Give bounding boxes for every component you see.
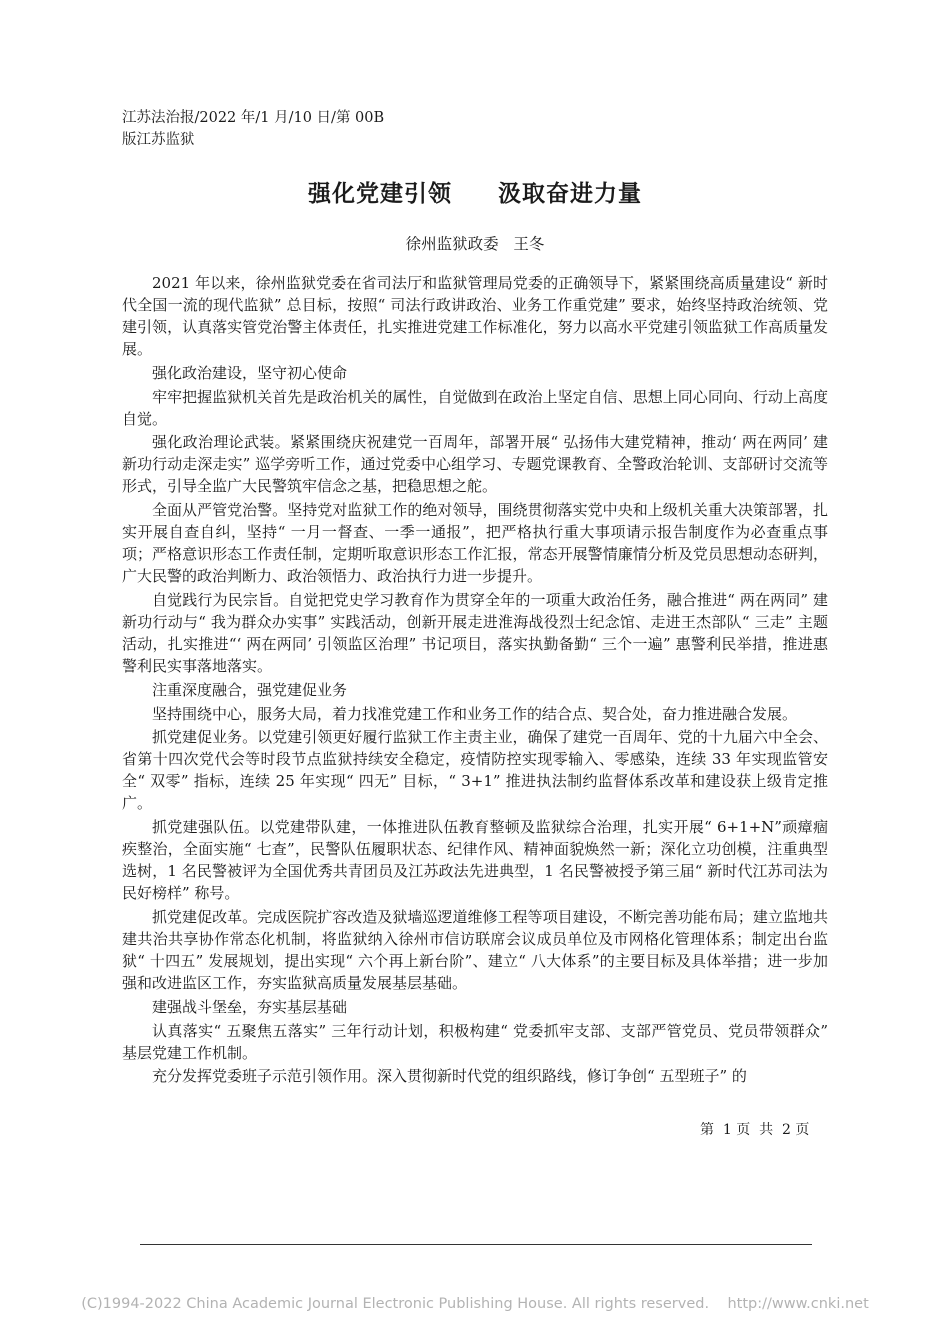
article-body: [122, 272, 828, 1089]
paragraph: 认真落实“ 五聚焦五落实” 三年行动计划，积极构建“ 党委抓牢支部、支部严管党员、党员带领群众” 基层党建工作机制。: [122, 1021, 828, 1062]
paragraph: 自觉践行为民宗旨。自觉把党史学习教育作为贯穿全年的一项重大政治任务，融合推进“ 两在两同” 建新功行动与“ 我为群众办实事” 实践活动，创新开展走进淮海战役烈士纪念馆、走进王杰部队“ 三走” 主题活动，扎实推进“‘ 两在两同’ 引领监区治理” 书记项目，落实执勤备勤“ 三个一遍” 惠警利民举措，推进惠警利民实事落地落实。: [122, 590, 828, 675]
paragraph: 抓党建促改革。完成医院扩容改造及狱墙巡逻道维修工程等项目建设，不断完善功能布局；建立监地共建共治共享协作常态化机制，将监狱纳入徐州市信访联席会议成员单位及市网格化管理体系；制定出台监狱“ 十四五” 发展规划，提出实现“ 六个再上新台阶”、建立“ 八大体系”的主要目标及具体举措；进一步加强和改进监区工作，夯实监狱高质量发展基层基础。: [122, 907, 828, 992]
section-heading-3: 建强战斗堡垒，夯实基层基础: [152, 997, 348, 1016]
section-heading-1: 强化政治建设，坚守初心使命: [152, 363, 348, 382]
source-info: [122, 107, 422, 151]
paragraph: 牢牢把握监狱机关首先是政治机关的属性，自觉做到在政治上坚定自信、思想上同心同向、行动上高度自觉。: [122, 387, 828, 428]
copyright-notice: (C)1994-2022 China Academic Journal Electronic Publishing House. All rights reserved. http://www.cnki.net: [81, 1296, 869, 1312]
article-title: 强化党建引领 汲取奋进力量: [307, 181, 642, 207]
paragraph: 抓党建促业务。以党建引领更好履行监狱工作主责主业，确保了建党一百周年、党的十九届六中全会、省第十四次党代会等时段节点监狱持续安全稳定，疫情防控实现零输入、零感染，连续 33 年实现监管安全“ 双零” 指标，连续 25 年实现“ 四无” 目标，“ 3+1” 推进执法制约监督体系改革和建设获上级肯定推广。: [122, 728, 828, 813]
source-line-1: 江苏法治报/2022 年/1 月/10 日/第 00B: [122, 110, 385, 126]
paragraph: 充分发挥党委班子示范引领作用。深入贯彻新时代党的组织路线，修订争创“ 五型班子” 的: [152, 1067, 747, 1086]
footer-divider: [140, 1244, 812, 1245]
article-author: 徐州监狱政委 王冬: [405, 235, 545, 253]
paragraph: 抓党建强队伍。以党建带队建，一体推进队伍教育整顿及监狱综合治理，扎实开展“ 6+1+N”顽瘴痼疾整治，全面实施“ 七查”，民警队伍履职状态、纪律作风、精神面貌焕然一新；深化立功创模，注重典型选树，1 名民警被评为全国优秀共青团员及江苏政法先进典型，1 名民警被授予第三届“ 新时代江苏司法为民好榜样” 称号。: [122, 818, 828, 903]
page-number: 第 1 页 共 2 页: [700, 1122, 810, 1138]
paragraph: 强化政治理论武装。紧紧围绕庆祝建党一百周年，部署开展“ 弘扬伟大建党精神，推动‘ 两在两同’ 建新功行动走深走实” 巡学旁听工作，通过党委中心组学习、专题党课教育、全警政治轮训、支部研讨交流等形式，引导全监广大民警筑牢信念之基，把稳思想之舵。: [122, 433, 828, 496]
paragraph: 坚持围绕中心，服务大局，着力找准党建工作和业务工作的结合点、契合处，奋力推进融合发展。: [152, 704, 798, 723]
section-heading-2: 注重深度融合，强党建促业务: [152, 680, 348, 699]
paragraph-intro: 2021 年以来，徐州监狱党委在省司法厅和监狱管理局党委的正确领导下，紧紧围绕高质量建设“ 新时代全国一流的现代监狱” 总目标，按照“ 司法行政讲政治、业务工作重党建” 要求，始终坚持政治统领、党建引领，认真落实管党治警主体责任，扎实推进党建工作标准化，努力以高水平党建引领监狱工作高质量发展。: [122, 274, 828, 358]
source-line-2: 版江苏监狱: [122, 132, 195, 148]
paragraph: 全面从严管党治警。坚持党对监狱工作的绝对领导，围绕贯彻落实党中央和上级机关重大决策部署，扎实开展自查自纠，坚持“ 一月一督查、一季一通报”，把严格执行重大事项请示报告制度作为必查重点事项；严格意识形态工作责任制，定期听取意识形态工作汇报，常态开展警情廉情分析及党员思想动态研判，广大民警的政治判断力、政治领悟力、政治执行力进一步提升。: [122, 501, 828, 586]
